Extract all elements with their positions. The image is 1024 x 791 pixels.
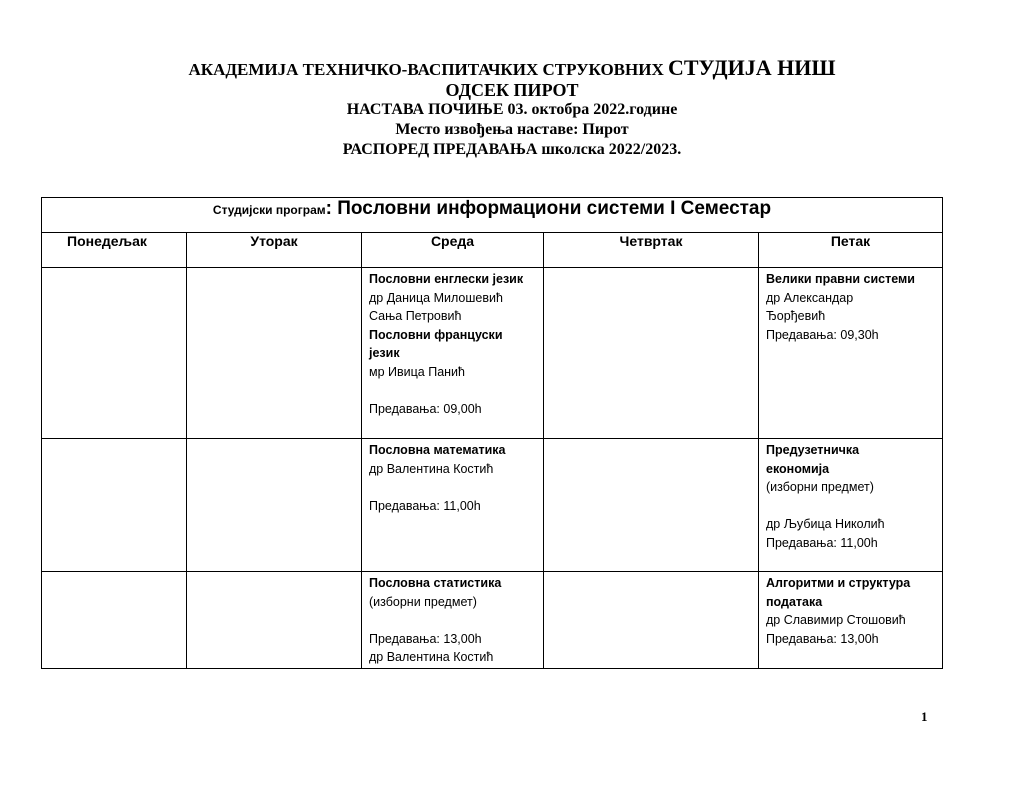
spacer	[766, 497, 935, 516]
day-tuesday: Уторак	[187, 233, 362, 268]
schedule-title: РАСПОРЕД ПРЕДАВАЊА школска 2022/2023.	[342, 141, 682, 158]
tuesday-cell	[187, 268, 362, 439]
course-name-cont: језик	[369, 346, 400, 360]
tuesday-cell	[187, 439, 362, 572]
spacer	[369, 381, 536, 400]
academy-title-city: СТУДИЈА НИШ	[668, 55, 836, 80]
lecture-time: Предавања: 09,30h	[766, 327, 879, 342]
academy-title-main: АКАДЕМИЈА ТЕХНИЧКО-ВАСПИТАЧКИХ СТРУКОВНИХ	[188, 60, 668, 79]
professor: др Александар	[766, 290, 854, 305]
day-friday: Петак	[759, 233, 943, 268]
monday-cell	[42, 572, 187, 669]
course-name: Пословни француски	[369, 327, 503, 342]
spacer	[369, 478, 536, 497]
program-label: Студијски програм	[212, 203, 326, 217]
program-row	[42, 198, 943, 233]
professor: мр Ивица Панић	[369, 364, 465, 379]
lecture-time: Предавања: 11,00h	[369, 498, 481, 513]
lecture-time: Предавања: 13,00h	[369, 631, 482, 646]
lecture-time: Предавања: 13,00h	[766, 631, 879, 646]
program-colon: :	[325, 198, 332, 219]
professor: Сања Петровић	[369, 309, 462, 323]
location-line: Место извођења наставе: Пирот	[395, 121, 629, 138]
day-header-row	[42, 233, 943, 268]
program-cell	[42, 198, 943, 233]
friday-cell	[759, 572, 943, 669]
course-name: Пословни енглески језик	[369, 272, 524, 286]
schedule-table	[41, 197, 943, 669]
start-date-line: НАСТАВА ПОЧИЊЕ 03. октобра 2022.године	[346, 101, 678, 118]
elective-note: (изборни предмет)	[369, 594, 477, 609]
document-header	[0, 55, 1024, 160]
thursday-cell	[544, 572, 759, 669]
friday-cell	[759, 439, 943, 572]
professor: др Славимир Стошовић	[766, 613, 906, 627]
professor: др Валентина Костић	[369, 650, 494, 664]
wednesday-cell	[362, 439, 544, 572]
course-name: Пословна математика	[369, 443, 506, 457]
lecture-time: Предавања: 11,00h	[766, 535, 878, 550]
thursday-cell	[544, 439, 759, 572]
spacer	[369, 611, 536, 630]
professor: др Љубица Николић	[766, 517, 885, 531]
course-name: Алгоритми и структура	[766, 576, 911, 590]
monday-cell	[42, 439, 187, 572]
department-title: ОДСЕК ПИРОТ	[445, 80, 579, 100]
wednesday-cell	[362, 268, 544, 439]
tuesday-cell	[187, 572, 362, 669]
day-wednesday: Среда	[362, 233, 544, 268]
course-name: Пословна статистика	[369, 576, 502, 590]
thursday-cell	[544, 268, 759, 439]
table-row	[42, 572, 943, 669]
lecture-time: Предавања: 09,00h	[369, 401, 482, 416]
professor: др Валентина Костић	[369, 461, 494, 476]
friday-cell	[759, 268, 943, 439]
table-row	[42, 268, 943, 439]
academy-title	[0, 55, 1024, 80]
page-number: 1	[921, 709, 928, 724]
day-monday: Понедељак	[42, 233, 187, 268]
course-name: Предузетничка	[766, 443, 860, 457]
monday-cell	[42, 268, 187, 439]
professor: др Даница Милошевић	[369, 290, 503, 305]
wednesday-cell	[362, 572, 544, 669]
course-name: Велики правни системи	[766, 272, 915, 286]
professor-cont: Ђорђевић	[766, 309, 826, 323]
table-row	[42, 439, 943, 572]
elective-note: (изборни предмет)	[766, 480, 874, 494]
course-name-cont: економија	[766, 461, 830, 476]
day-thursday: Четвртак	[544, 233, 759, 268]
program-name: Пословни информациони системи I Семестар	[331, 198, 772, 219]
course-name-cont: података	[766, 594, 823, 609]
